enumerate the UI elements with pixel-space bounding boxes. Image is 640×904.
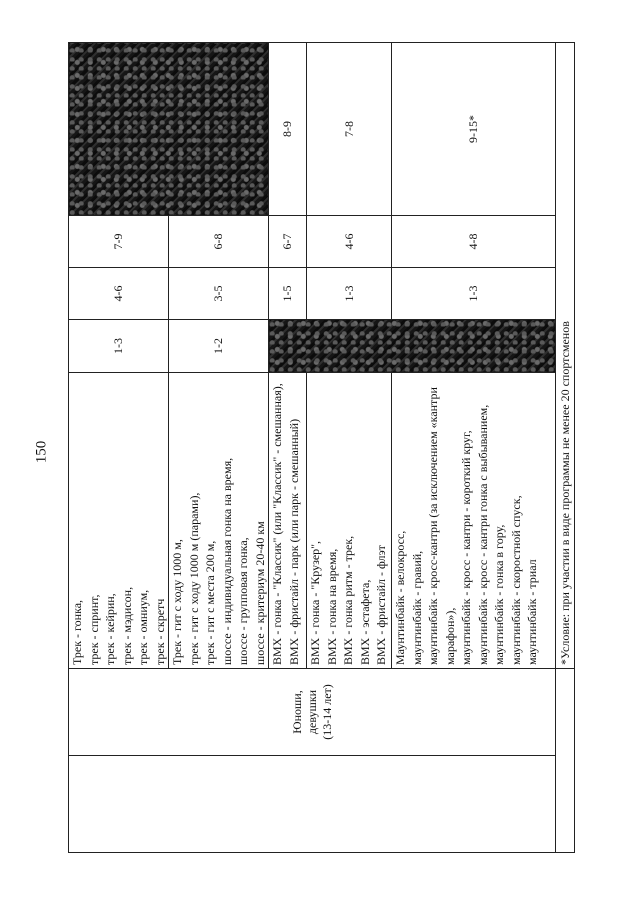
disciplines-cell [69, 373, 169, 669]
discipline-line: ВМХ - гонка - "Крузер", [308, 540, 322, 665]
value-cell: 6-7 [269, 216, 307, 268]
value-cell: 1-2 [169, 320, 269, 373]
discipline-line: ВМХ - гонка ритм - трек, [341, 535, 355, 665]
discipline-line: маунтинбайк - триал [525, 559, 539, 665]
discipline-line: шоссе - критериум 20-40 км [252, 521, 267, 665]
value-cell: 4-8 [392, 216, 556, 268]
age-group-cell [69, 669, 556, 756]
discipline-line: маунтинбайк - скоростной спуск, [508, 495, 523, 665]
discipline-line: ВМХ - фристайл - флэт [374, 545, 388, 665]
discipline-line: маунтинбайк - кросс-кантри (за исключением «кантри [426, 387, 440, 665]
value-cell: 4-6 [69, 268, 169, 320]
value-cell: 1-3 [307, 268, 392, 320]
discipline-line: ВМХ - эстафета, [357, 579, 372, 665]
value-cell: 1-5 [269, 268, 307, 320]
age-group-line: девушки [304, 689, 319, 735]
discipline-line: трек - спринт, [86, 594, 101, 665]
discipline-line: Трек - гит с ходу 1000 м, [170, 539, 184, 665]
table-row [69, 43, 169, 853]
value-cell: 3-5 [169, 268, 269, 320]
value-cell: 1-3 [392, 268, 556, 320]
discipline-line: маунтинбайк - кросс - кантри гонка с выбыванием, [475, 404, 490, 665]
disciplines-cell [307, 373, 392, 669]
scanned-dark-area [269, 320, 556, 373]
disciplines-cell [392, 373, 556, 669]
footnote-row [556, 43, 575, 853]
discipline-line: ВМХ - фристайл - парк (или парк - смешанный) [286, 418, 301, 665]
discipline-line: трек - омниум, [136, 589, 150, 665]
sport-ranks-table [68, 42, 575, 853]
footnote-cell: *Условие: при участии в виде программы не менее 20 спортсменов [556, 43, 575, 669]
footnote-blank-cell [556, 669, 575, 853]
discipline-line: трек - гит с места 200 м, [203, 540, 217, 665]
discipline-line: ВМХ - гонка на время, [324, 548, 339, 665]
value-cell: 6-8 [169, 216, 269, 268]
blank-column-cell [69, 756, 556, 853]
disciplines-cell [269, 373, 307, 669]
value-cell: 8-9 [269, 43, 307, 216]
value-cell: 7-8 [307, 43, 392, 216]
disciplines-cell [169, 373, 269, 669]
age-group-line: (13-14 лет) [319, 684, 334, 740]
page-number: 150 [33, 440, 50, 464]
discipline-line: марафон»), [442, 607, 457, 665]
value-cell: 9-15* [392, 43, 556, 216]
discipline-line: Трек - гонка, [70, 599, 84, 665]
discipline-line: шоссе - индивидуальная гонка на время, [219, 457, 234, 665]
discipline-line: трек - мэдисон, [119, 586, 134, 665]
discipline-line: ВМХ - гонка - "Классик" (или "Классик" - смешанная), [270, 383, 284, 665]
discipline-line: маунтинбайк - гравий, [409, 550, 424, 665]
discipline-line: шоссе - групповая гонка, [236, 537, 250, 665]
discipline-line: трек - скретч [152, 598, 167, 665]
value-cell: 1-3 [69, 320, 169, 373]
age-group-line: Юноши, [289, 690, 304, 734]
value-cell: 7-9 [69, 216, 169, 268]
discipline-line: маунтинбайк - кросс - кантри - короткий круг, [459, 430, 473, 665]
discipline-line: Маунтинбайк - велокросс, [393, 530, 407, 665]
discipline-line: маунтинбайк - гонка в гору, [492, 524, 506, 665]
rotated-table-wrapper [68, 43, 572, 853]
discipline-line: трек - кейрин, [103, 593, 117, 665]
scanned-dark-area [69, 43, 269, 216]
discipline-line: трек - гит с ходу 1000 м (парами), [186, 492, 201, 665]
value-cell: 4-6 [307, 216, 392, 268]
